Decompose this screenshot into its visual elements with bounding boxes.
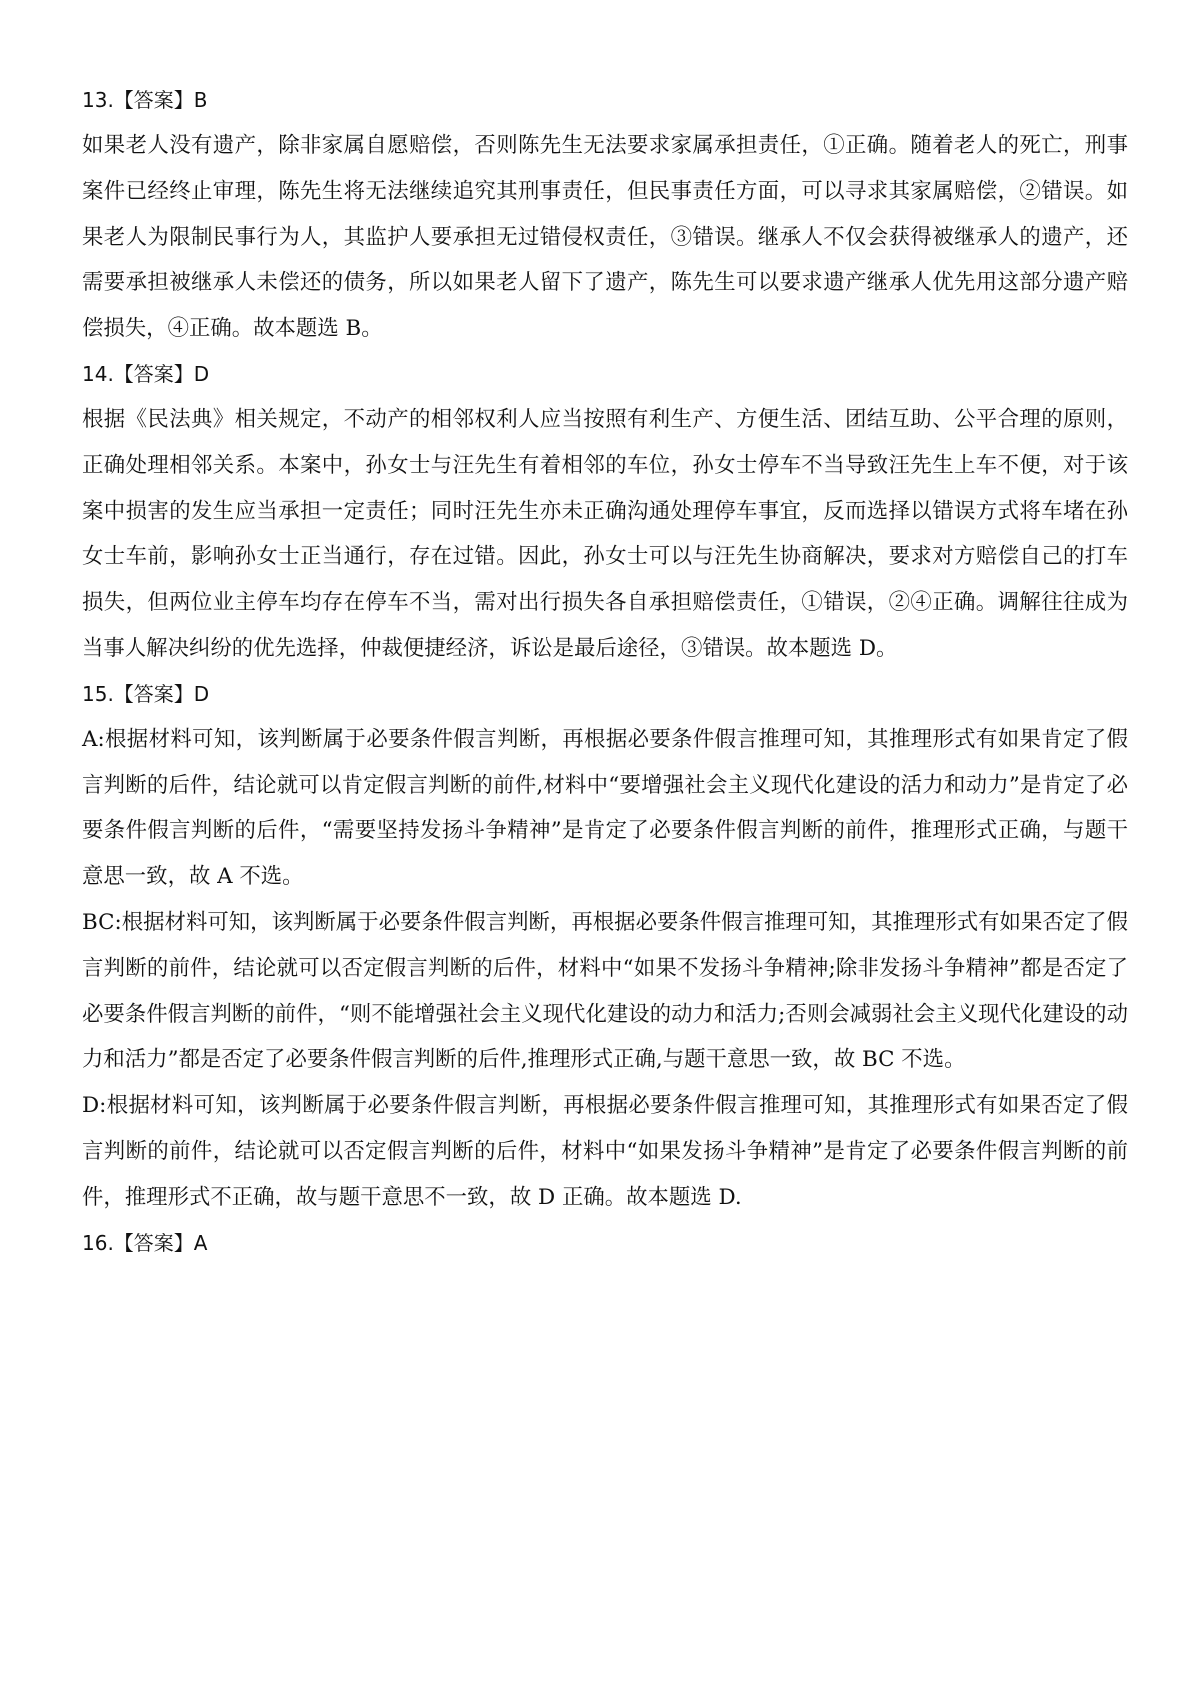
explanation-15-option-bc: BC:根据材料可知，该判断属于必要条件假言判断，再根据必要条件假言推理可知，其推理形式有如果否定了假言判断的前件，结论就可以否定假言判断的后件，材料中“如果不发扬斗争精神;除非发扬斗争精神”都是否定了必要条件假言判断的前件，“则不能增强社会主义现代化建设的动力和活力;否则会减弱社会主义现代化建设的动力和活力”都是否定了必要条件假言判断的后件,推理形式正确,与题干意思一致，故 BC 不选。 [82, 909, 1128, 1073]
answer-heading-16: 16.【答案】A [82, 1230, 208, 1255]
answer-section-16 [82, 1221, 1128, 1266]
answer-heading-14: 14.【答案】D [82, 361, 210, 386]
answer-section-15 [82, 672, 1128, 1221]
explanation-13: 如果老人没有遗产，除非家属自愿赔偿，否则陈先生无法要求家属承担责任，①正确。随着老人的死亡，刑事案件已经终止审理，陈先生将无法继续追究其刑事责任，但民事责任方面，可以寻求其家属赔偿，②错误。如果老人为限制民事行为人，其监护人要承担无过错侵权责任，③错误。继承人不仅会获得被继承人的遗产，还需要承担被继承人未偿还的债务，所以如果老人留下了遗产，陈先生可以要求遗产继承人优先用这部分遗产赔偿损失，④正确。故本题选 B。 [82, 133, 1128, 342]
answer-heading-13: 13.【答案】B [82, 88, 208, 112]
explanation-14: 根据《民法典》相关规定，不动产的相邻权利人应当按照有利生产、方便生活、团结互助、公平合理的原则，正确处理相邻关系。本案中，孙女士与汪先生有着相邻的车位，孙女士停车不当导致汪先生上车不便，对于该案中损害的发生应当承担一定责任；同时汪先生亦未正确沟通处理停车事宜，反而选择以错误方式将车堵在孙女士车前，影响孙女士正当通行，存在过错。因此，孙女士可以与汪先生协商解决，要求对方赔偿自己的打车损失，但两位业主停车均存在停车不当，需对出行损失各自承担赔偿责任，①错误，②④正确。调解往往成为当事人解决纠纷的优先选择，仲裁便捷经济，诉讼是最后途径，③错误。故本题选 D。 [82, 406, 1128, 661]
explanation-15-option-a: A:根据材料可知，该判断属于必要条件假言判断，再根据必要条件假言推理可知，其推理形式有如果肯定了假言判断的后件，结论就可以肯定假言判断的前件,材料中“要增强社会主义现代化建设的活力和动力”是肯定了必要条件假言判断的后件，“需要坚持发扬斗争精神”是肯定了必要条件假言判断的前件，推理形式正确，与题干意思一致，故 A 不选。 [82, 726, 1128, 890]
answer-section-14 [82, 352, 1128, 672]
answer-page [82, 78, 1128, 1266]
explanation-15-option-d: D:根据材料可知，该判断属于必要条件假言判断，再根据必要条件假言推理可知，其推理形式有如果否定了假言判断的前件，结论就可以否定假言判断的后件，材料中“如果发扬斗争精神”是肯定了必要条件假言判断的前件，推理形式不正确，故与题干意思不一致，故 D 正确。故本题选 D. [82, 1093, 1128, 1210]
answer-heading-15: 15.【答案】D [82, 681, 210, 706]
answer-section-13 [82, 78, 1128, 352]
